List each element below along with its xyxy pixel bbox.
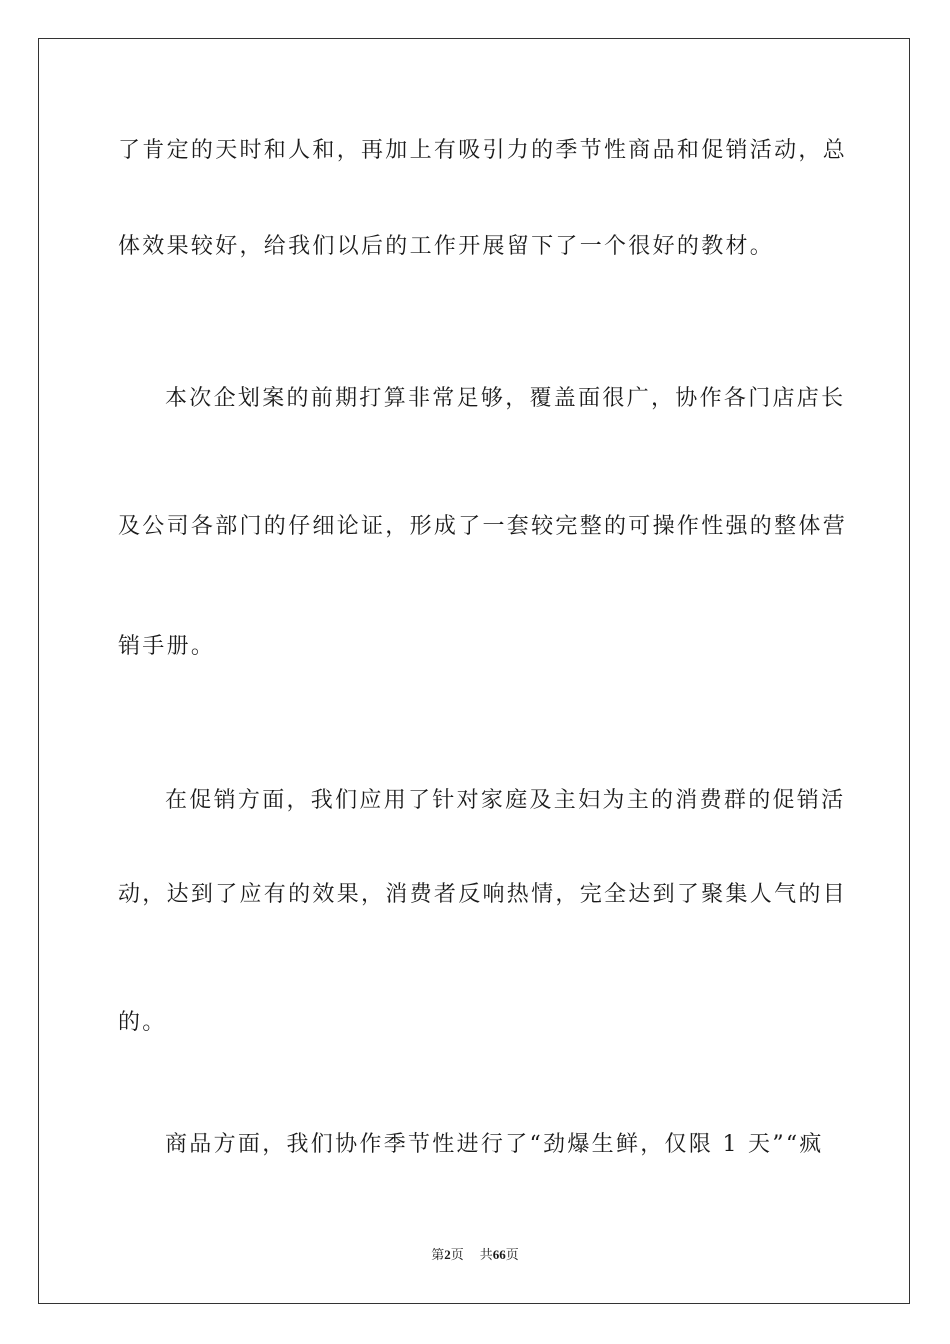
total-suffix: 页: [505, 1247, 519, 1262]
paragraph-line-9: 商品方面，我们协作季节性进行了“劲爆生鲜，仅限 1 天”“疯: [165, 1132, 824, 1157]
total-pages: 66: [492, 1247, 506, 1262]
paragraph-line-4: 及公司各部门的仔细论证，形成了一套较完整的可操作性强的整体营: [118, 514, 848, 539]
paragraph-line-2: 体效果较好，给我们以后的工作开展留下了一个很好的教材。: [118, 234, 775, 259]
paragraph-line-3: 本次企划案的前期打算非常足够，覆盖面很广，协作各门店店长: [165, 386, 846, 411]
page-number: 2: [444, 1247, 451, 1262]
page-border: [38, 38, 910, 1304]
paragraph-line-5: 销手册。: [118, 634, 216, 659]
total-prefix: 共: [479, 1247, 493, 1262]
page-suffix: 页: [450, 1247, 464, 1262]
paragraph-line-1: 了肯定的天时和人和，再加上有吸引力的季节性商品和促销活动，总: [118, 138, 848, 163]
page-prefix: 第: [431, 1247, 445, 1262]
paragraph-line-6: 在促销方面，我们应用了针对家庭及主妇为主的消费群的促销活: [165, 788, 846, 813]
paragraph-line-8: 的。: [118, 1010, 167, 1035]
page-footer: [0, 1246, 950, 1264]
paragraph-line-7: 动，达到了应有的效果，消费者反响热情，完全达到了聚集人气的目: [118, 882, 848, 907]
